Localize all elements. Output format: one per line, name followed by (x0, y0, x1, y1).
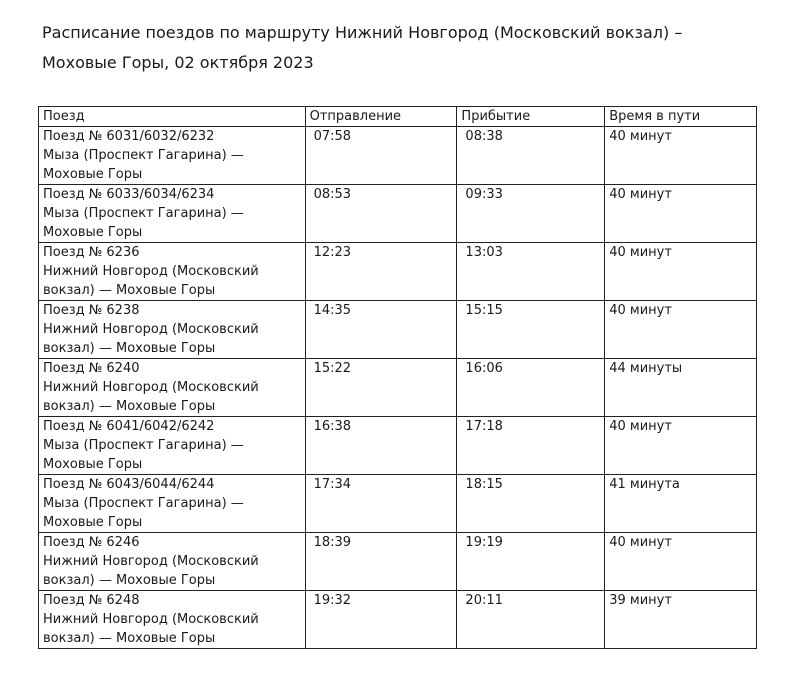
route-line-1: Мыза (Проспект Гагарина) — (43, 438, 244, 453)
route-line-2: Моховые Горы (43, 515, 143, 530)
train-number: Поезд № 6033/6034/6234 (43, 187, 215, 202)
arrival-cell: 09:33 (457, 185, 605, 243)
table-header-row (39, 107, 757, 127)
train-cell (39, 301, 306, 359)
route-line-2: Моховые Горы (43, 167, 143, 182)
route-line-1: Нижний Новгород (Московский (43, 554, 259, 569)
duration-cell: 40 минут (605, 243, 757, 301)
train-cell (39, 185, 306, 243)
train-cell (39, 417, 306, 475)
arrival-cell: 08:38 (457, 127, 605, 185)
arrival-cell: 16:06 (457, 359, 605, 417)
arrival-cell: 17:18 (457, 417, 605, 475)
route-line-1: Нижний Новгород (Московский (43, 264, 259, 279)
train-number: Поезд № 6031/6032/6232 (43, 129, 215, 144)
arrival-cell: 20:11 (457, 591, 605, 649)
header-train: Поезд (39, 107, 306, 127)
train-number: Поезд № 6248 (43, 593, 140, 608)
table-row (39, 301, 757, 359)
table-row (39, 185, 757, 243)
departure-cell: 12:23 (305, 243, 457, 301)
arrival-cell: 19:19 (457, 533, 605, 591)
header-duration: Время в пути (605, 107, 757, 127)
departure-cell: 17:34 (305, 475, 457, 533)
route-line-1: Нижний Новгород (Московский (43, 612, 259, 627)
departure-cell: 16:38 (305, 417, 457, 475)
departure-cell: 19:32 (305, 591, 457, 649)
departure-cell: 07:58 (305, 127, 457, 185)
route-line-2: вокзал) — Моховые Горы (43, 573, 216, 588)
route-line-1: Мыза (Проспект Гагарина) — (43, 148, 244, 163)
route-line-2: Моховые Горы (43, 225, 143, 240)
duration-cell: 40 минут (605, 533, 757, 591)
departure-cell: 14:35 (305, 301, 457, 359)
duration-cell: 39 минут (605, 591, 757, 649)
route-line-2: вокзал) — Моховые Горы (43, 341, 216, 356)
train-number: Поезд № 6041/6042/6242 (43, 419, 215, 434)
arrival-cell: 18:15 (457, 475, 605, 533)
header-departure: Отправление (305, 107, 457, 127)
train-cell (39, 475, 306, 533)
train-cell (39, 359, 306, 417)
duration-cell: 40 минут (605, 127, 757, 185)
title-line-1: Расписание поездов по маршруту Нижний Новгород (Московский вокзал) – (42, 23, 683, 42)
route-line-1: Мыза (Проспект Гагарина) — (43, 496, 244, 511)
train-cell (39, 127, 306, 185)
route-line-1: Нижний Новгород (Московский (43, 322, 259, 337)
train-cell (39, 243, 306, 301)
table-row (39, 591, 757, 649)
departure-cell: 18:39 (305, 533, 457, 591)
arrival-cell: 15:15 (457, 301, 605, 359)
route-line-2: вокзал) — Моховые Горы (43, 631, 216, 646)
departure-cell: 08:53 (305, 185, 457, 243)
train-number: Поезд № 6238 (43, 303, 140, 318)
train-number: Поезд № 6246 (43, 535, 140, 550)
table-row (39, 475, 757, 533)
title-line-2: Моховые Горы, 02 октября 2023 (42, 53, 314, 72)
route-line-1: Нижний Новгород (Московский (43, 380, 259, 395)
table-row (39, 243, 757, 301)
train-number: Поезд № 6043/6044/6244 (43, 477, 215, 492)
route-line-1: Мыза (Проспект Гагарина) — (43, 206, 244, 221)
table-row (39, 127, 757, 185)
route-line-2: вокзал) — Моховые Горы (43, 283, 216, 298)
arrival-cell: 13:03 (457, 243, 605, 301)
duration-cell: 40 минут (605, 185, 757, 243)
train-cell (39, 591, 306, 649)
train-number: Поезд № 6240 (43, 361, 140, 376)
duration-cell: 40 минут (605, 417, 757, 475)
route-line-2: вокзал) — Моховые Горы (43, 399, 216, 414)
duration-cell: 40 минут (605, 301, 757, 359)
table-row (39, 359, 757, 417)
table-row (39, 533, 757, 591)
table-row (39, 417, 757, 475)
train-cell (39, 533, 306, 591)
departure-cell: 15:22 (305, 359, 457, 417)
train-number: Поезд № 6236 (43, 245, 140, 260)
route-line-2: Моховые Горы (43, 457, 143, 472)
schedule-table (38, 106, 757, 649)
header-arrival: Прибытие (457, 107, 605, 127)
duration-cell: 41 минута (605, 475, 757, 533)
duration-cell: 44 минуты (605, 359, 757, 417)
page-title (42, 18, 782, 78)
